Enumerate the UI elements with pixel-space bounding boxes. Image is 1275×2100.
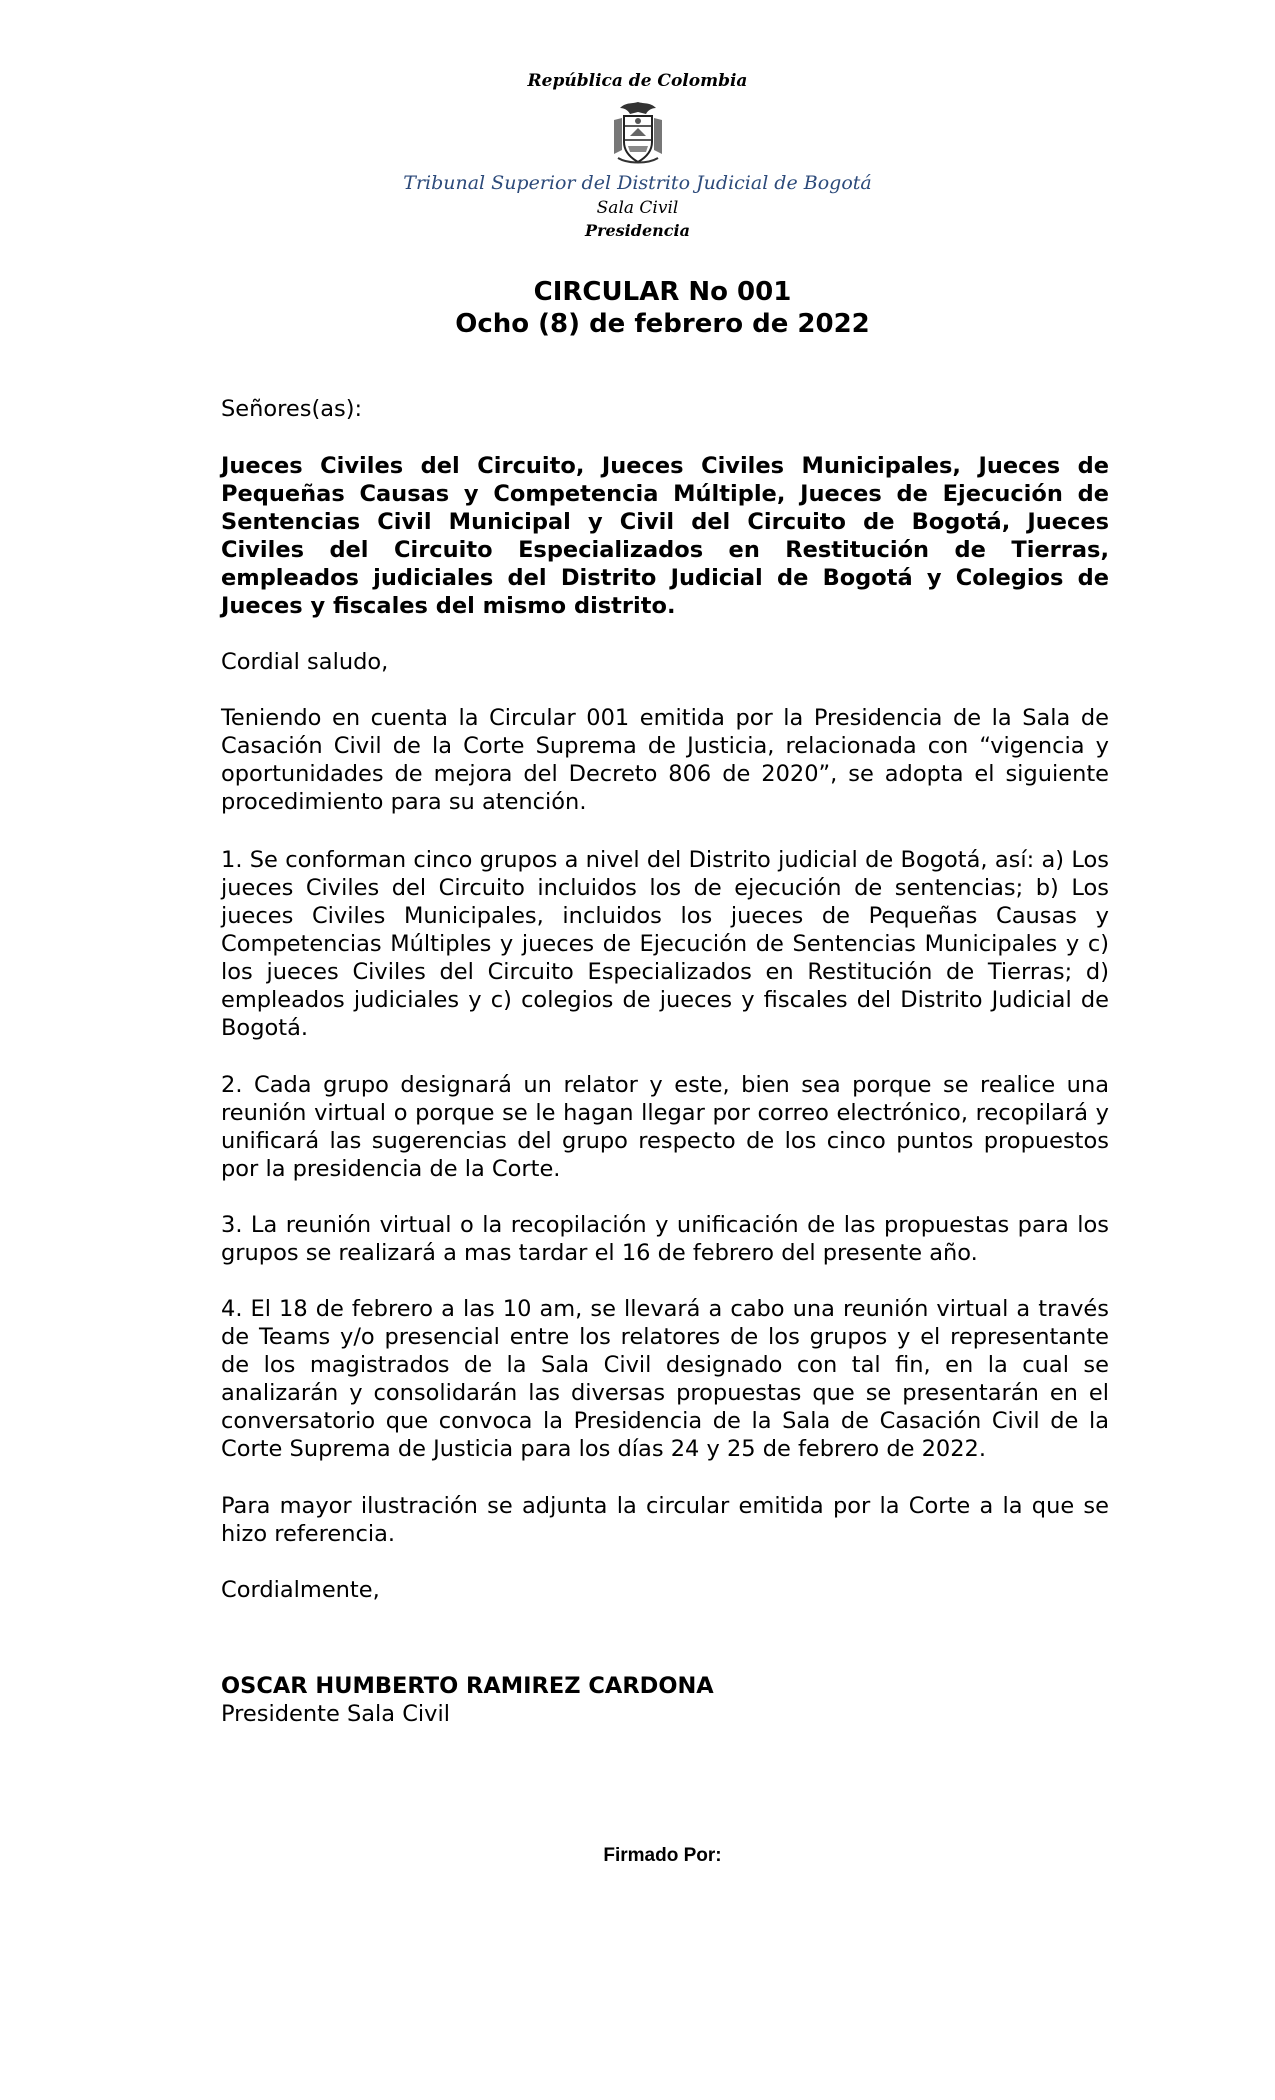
point-4: 4. El 18 de febrero a las 10 am, se llevará a cabo una reunión virtual a través de Teams y/o presencial entre los relatores de los grupos y el representante de los magistrados de la Sala Civil designado con tal fin, en la cual se analizarán y consolidarán las diversas propuestas que se presentarán en el conversatorio que convoca la Presidencia de la Sala de Casación Civil de la Corte Suprema de Justicia para los días 24 y 25 de febrero de 2022. [221,1296,1109,1462]
chamber-name: Sala Civil [596,198,679,218]
circular-title [0,276,1275,340]
closing-note: Para mayor ilustración se adjunta la circular emitida por la Corte a la que se hizo referencia. [221,1493,1109,1547]
circular-number: CIRCULAR No 001 [533,277,792,307]
office-name: Presidencia [585,221,690,240]
signer-name: OSCAR HUMBERTO RAMIREZ CARDONA [221,1673,714,1699]
intro-paragraph: Teniendo en cuenta la Circular 001 emitida por la Presidencia de la Sala de Casación Civil de la Corte Suprema de Justicia, relacionada con “vigencia y oportunidades de mejora del Decreto 806 de 2020”, se adopta el siguiente procedimiento para su atención. [221,705,1109,815]
signer-role: Presidente Sala Civil [221,1701,450,1727]
salutation: Señores(as): [221,396,363,422]
point-2: 2. Cada grupo designará un relator y este, bien sea porque se realice una reunión virtual o porque se le hagan llegar por correo electrónico, recopilará y unificará las sugerencias del grupo respecto de los cinco puntos propuestos por la presidencia de la Corte. [221,1072,1109,1182]
circular-date: Ocho (8) de febrero de 2022 [455,309,870,339]
country-name: República de Colombia [527,71,748,91]
point-1: 1. Se conforman cinco grupos a nivel del Distrito judicial de Bogotá, así: a) Los jueces Civiles del Circuito incluidos los de ejecución de sentencias; b) Los jueces Civiles Municipales, incluidos los jueces de Pequeñas Causas y Competencias Múltiples y jueces de Ejecución de Sentencias Municipales y c) los jueces Civiles del Circuito Especializados en Restitución de Tierras; d) empleados judiciales y c) colegios de jueces y fiscales del Distrito Judicial de Bogotá. [221,847,1109,1041]
colombia-coat-of-arms-icon [608,98,668,166]
addressees: Jueces Civiles del Circuito, Jueces Civiles Municipales, Jueces de Pequeñas Causas y Competencia Múltiple, Jueces de Ejecución de Sentencias Civil Municipal y Civil del Circuito de Bogotá, Jueces Civiles del Circuito Especializados en Restitución de Tierras, empleados judiciales del Distrito Judicial de Bogotá y Colegios de Jueces y fiscales del mismo distrito. [221,453,1109,619]
court-name: Tribunal Superior del Distrito Judicial de Bogotá [403,172,872,194]
point-3: 3. La reunión virtual o la recopilación y unificación de las propuestas para los grupos se realizará a mas tardar el 16 de febrero del presente año. [221,1212,1109,1266]
signed-by-label: Firmado Por: [603,1845,722,1866]
letterhead [0,70,1275,242]
greeting: Cordial saludo, [221,649,389,675]
valediction: Cordialmente, [221,1577,380,1603]
